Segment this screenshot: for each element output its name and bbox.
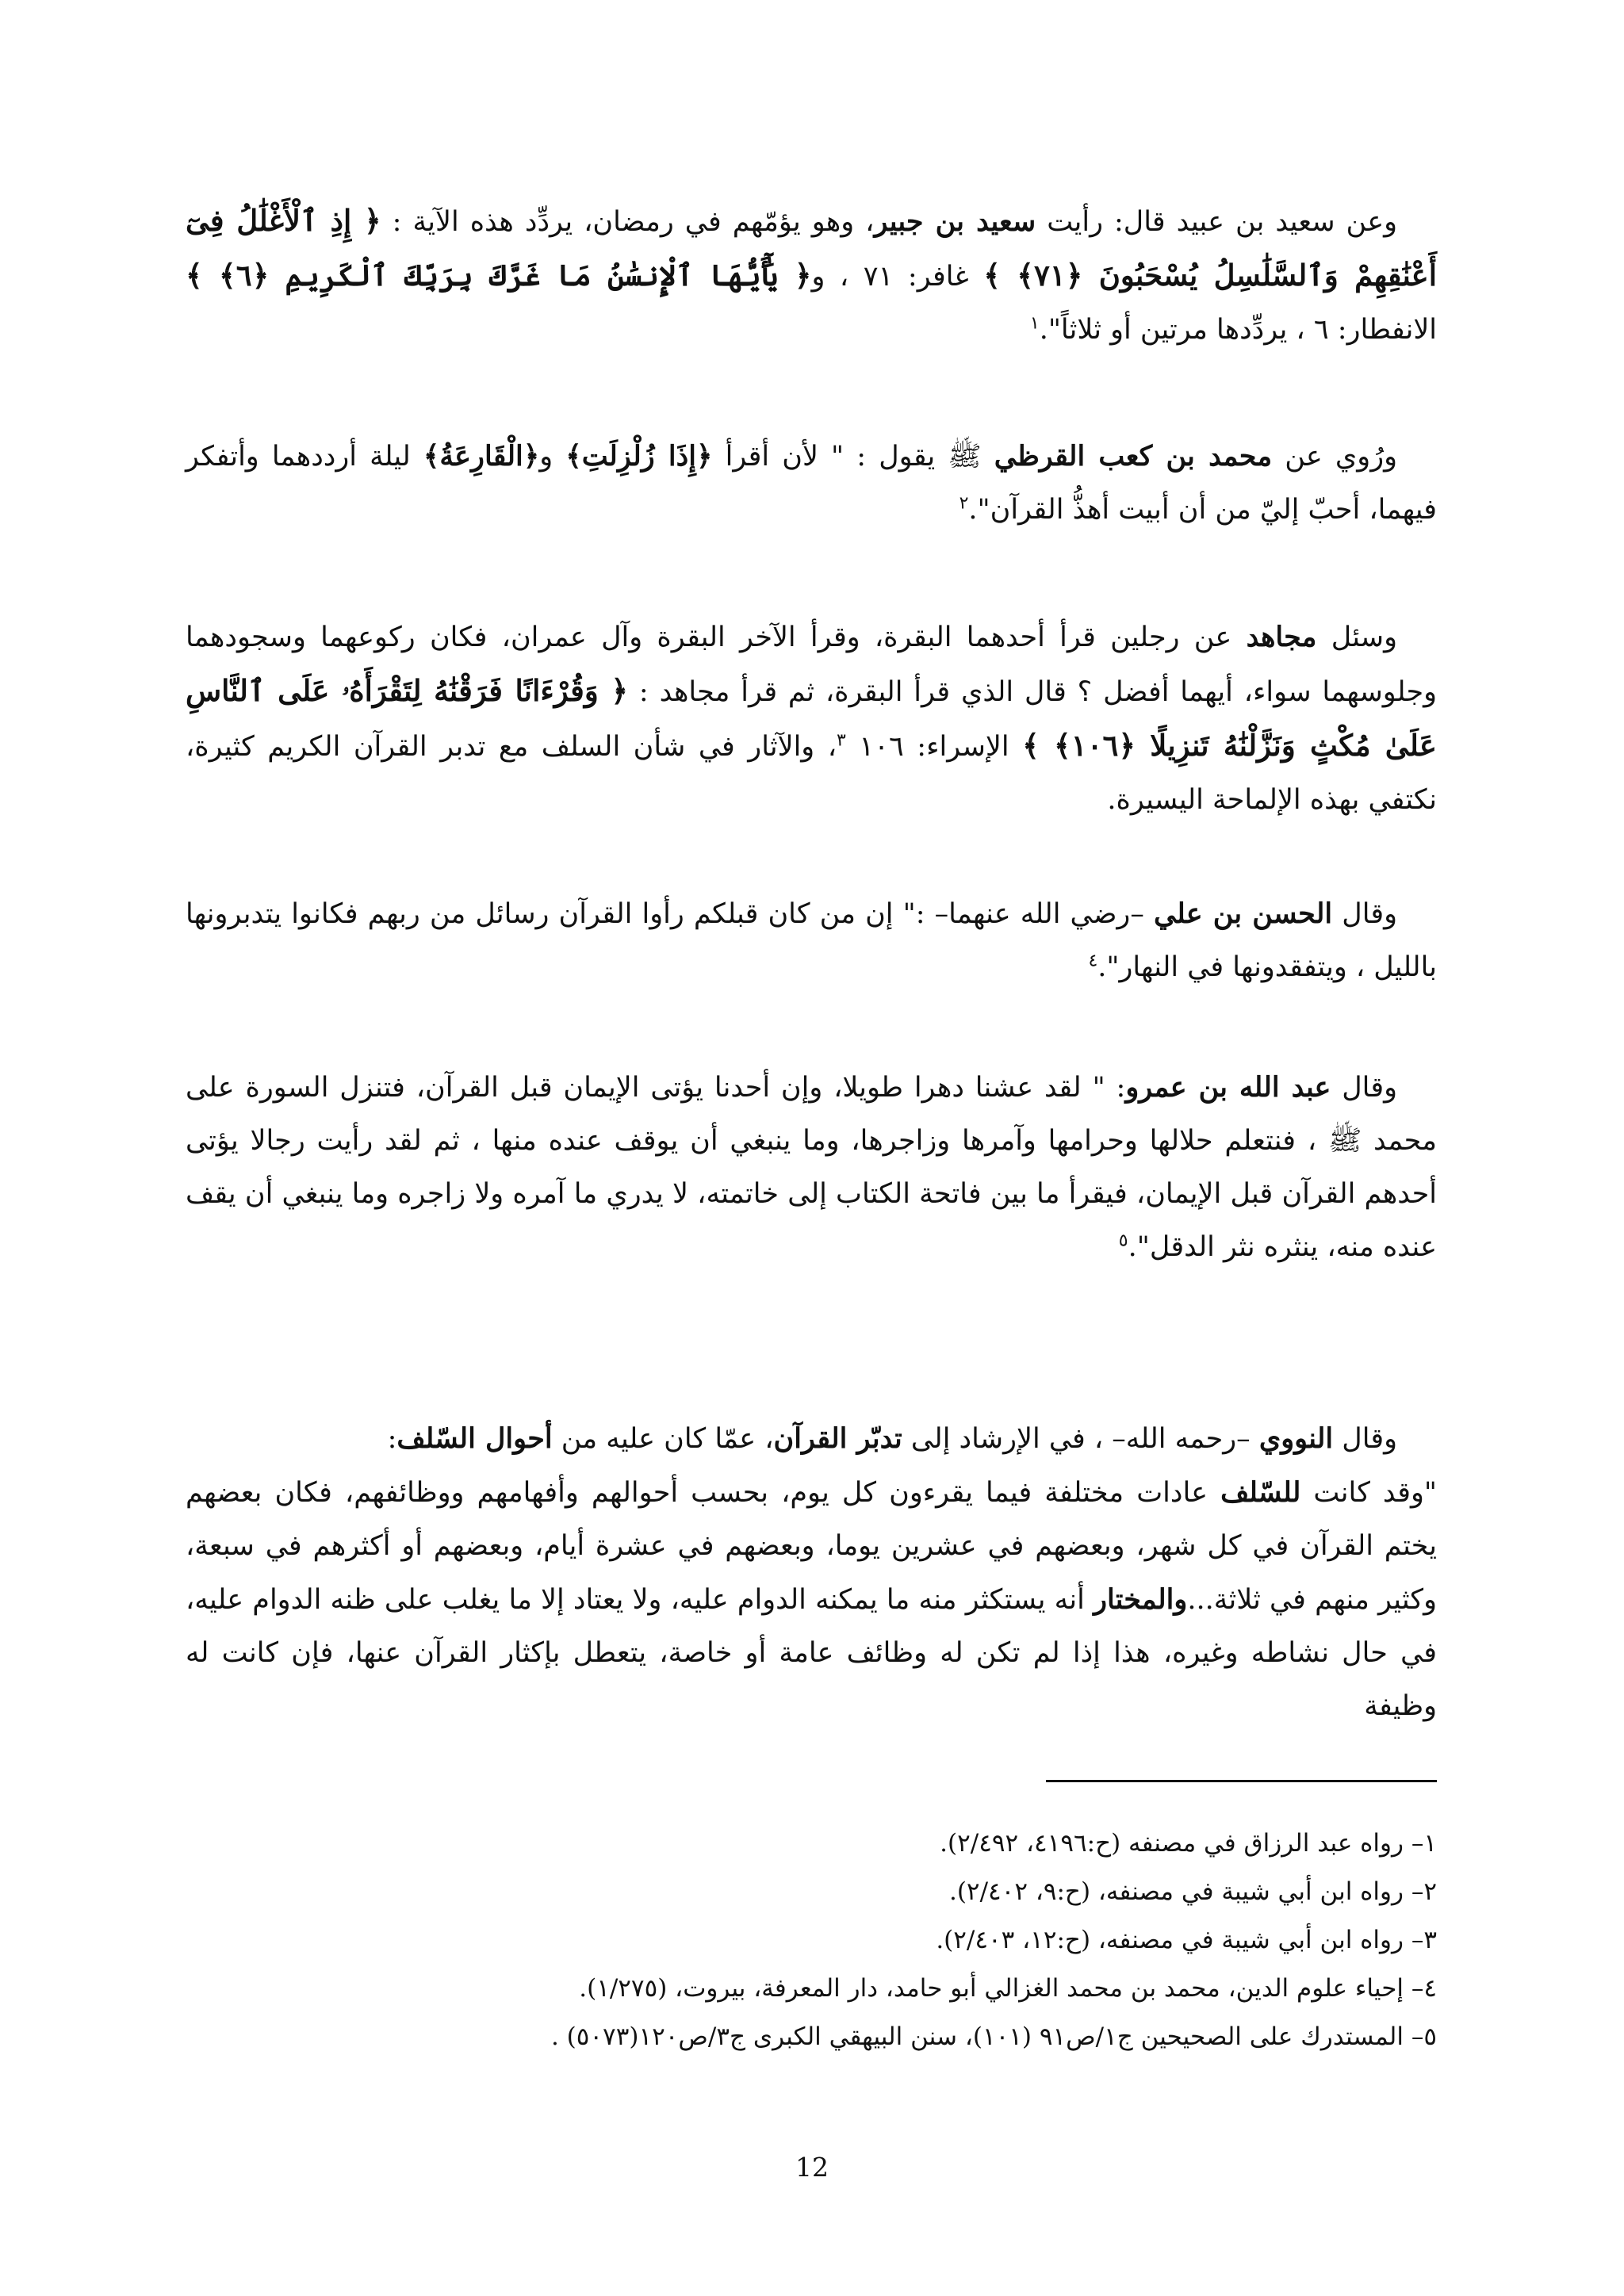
paragraph-mujahid <box>186 610 1437 827</box>
text: أنه يستكثر منه ما يمكنه الدوام عليه، ولا يعتاد إلا ما يغلب على ظنه الدوام عليه، في حال نشاطه وغيره، هذا إذا لم تكن له وظائف عامة أو خاصة، يتعطل بإكثار القرآن عنها، فإن كانت له وظيفة <box>186 1584 1437 1722</box>
bold-name: محمد بن كعب القرظي <box>994 440 1273 473</box>
text: و <box>539 441 566 473</box>
text: ، والآثار في شأن السلف مع تدبر القرآن الكريم كثيرة، نكتفي بهذه الإلماحة اليسيرة. <box>186 731 1437 816</box>
text: : " لقد عشنا دهرا طويلا، وإن أحدنا يؤتى الإيمان قبل القرآن، فتنزل السورة على محمد ﷺ ، فنتعلم حلالها وحرامها وآمرها وزاجرها، وما ينبغي أن يوقف عنده منها ، ثم لقد رأيت رجالا يؤتى أحدهم القرآن قبل الإيمان، فيقرأ ما بين فاتحة الكتاب إلى خاتمته، لا يدري ما آمره ولا زاجره وما ينبغي أن يقف عنده منه، ينثره نثر الدقل". <box>186 1072 1438 1263</box>
surah-name: ﴿إِذَا زُلْزِلَتِ﴾ <box>565 440 713 473</box>
text: –رضي الله عنهما– :" إن من كان قبلكم رأوا القرآن رسائل من ربهم فكانوا يتدبرونها بالليل ، ويتفقدونها في النهار". <box>186 898 1437 983</box>
footnote-item: ٤– إحياء علوم الدين، محمد بن محمد الغزالي أبو حامد، دار المعرفة، بيروت، (١/٢٧٥). <box>579 1974 1437 2003</box>
verse-reference: غافر: ٧١ ، و <box>811 261 984 293</box>
text: ، وهو يؤمّهم في رمضان، يردِّد هذه الآية : <box>381 206 875 238</box>
footnote-marker[interactable]: ٥ <box>1118 1230 1128 1251</box>
bold-term: تدبّر القرآن <box>773 1422 902 1455</box>
paragraph-muhammad-ibn-kab <box>186 430 1437 537</box>
text: "وقد كانت <box>1300 1477 1437 1509</box>
footnote-separator <box>1046 1780 1437 1782</box>
footnote-marker[interactable]: ١ <box>1029 313 1040 334</box>
text: ﷺ يقول : " لأن أقرأ <box>712 441 994 473</box>
text: ، عمّا كان عليه من <box>552 1423 774 1455</box>
bold-name: الحسن بن علي <box>1153 897 1333 930</box>
footnote-marker[interactable]: ٢ <box>959 493 969 514</box>
footnotes-list <box>186 1820 1437 2061</box>
text: عادات مختلفة فيما يقرءون كل يوم، بحسب أحوالهم وأفهامهم ووظائفهم، فكان بعضهم يختم القرآن في كل شهر، وبعضهم في عشرين يوما، وبعضهم في عشرة أيام، وبعضهم أو أكثرهم في سبعة، وكثير منهم في ثلاثة... <box>186 1477 1437 1616</box>
text: وقال <box>1333 1423 1397 1455</box>
footnote-item: ٢– رواه ابن أبي شيبة في مصنفه، (ح:٩، ٢/٤٠٢). <box>948 1877 1437 1906</box>
quran-verse: ﴿ يَٰٓأَيُّهَا ٱلْإِنسَٰنُ مَا غَرَّكَ بِرَبِّكَ ٱلْكَرِيمِ ﴿٦﴾ ﴾ <box>186 258 812 293</box>
bold-term: والمختار <box>1094 1583 1188 1616</box>
paragraph-nawawi <box>186 1412 1437 1733</box>
quotation-paragraph <box>186 1466 1437 1733</box>
paragraph-hasan-ibn-ali <box>186 887 1437 994</box>
text: وسئل <box>1316 622 1397 653</box>
page-number: 12 <box>795 2152 829 2183</box>
text: الانفطار: ٦ ، يردِّدها مرتين أو ثلاثاً". <box>1039 314 1437 346</box>
bold-term: أحوال السّلف <box>396 1422 553 1455</box>
bold-name: عبد الله بن عمرو <box>1125 1071 1331 1104</box>
bold-name: سعيد بن جبير <box>874 205 1036 238</box>
text: –رحمه الله– ، في الإرشاد إلى <box>902 1423 1259 1455</box>
surah-name: ﴿الْقَارِعَةُ﴾ <box>423 440 540 473</box>
paragraph-abdullah-ibn-amr <box>186 1061 1437 1274</box>
text: ليلة أرددهما وأتفكر فيهما، أحبّ إليّ من أن أبيت أهذُّ القرآن". <box>186 441 1437 526</box>
bold-name: مجاهد <box>1246 621 1317 653</box>
paragraph-said-ibn-jubayr <box>186 194 1437 357</box>
text: وقال <box>1332 898 1397 930</box>
footnote-marker[interactable]: ٤ <box>1088 951 1098 971</box>
text: عن رجلين قرأ أحدهما البقرة، وقرأ الآخر البقرة وآل عمران، فكان ركوعهما وسجودهما وجلوسهما سواء، أيهما أفضل ؟ قال الذي قرأ البقرة، ثم قرأ مجاهد : <box>186 622 1437 708</box>
text: ورُوي عن <box>1272 441 1397 473</box>
footnote-marker[interactable]: ٣ <box>837 730 846 751</box>
verse-reference: الإسراء: ١٠٦ <box>845 731 1023 763</box>
footnote-item: ١– رواه عبد الرزاق في مصنفه (ح:٤١٩٦، ٢/٤٩٢). <box>940 1829 1437 1858</box>
footnote-item: ٥– المستدرك على الصحيحين ج١/ص٩١ (١٠١)، سنن البيهقي الكبرى ج٣/ص١٢٠(٥٠٧٣) . <box>550 2022 1437 2051</box>
quran-verse: ﴿ إِذِ ٱلْأَغْلَٰلُ فِىٓ أَعْنَٰقِهِمْ وَٱلسَّلَٰسِلُ يُسْحَبُونَ ﴿٧١﴾ ﴾ <box>186 203 1438 293</box>
bold-name: النووي <box>1258 1422 1334 1455</box>
text: وعن سعيد بن عبيد قال: رأيت <box>1036 206 1397 238</box>
footnote-item: ٣– رواه ابن أبي شيبة في مصنفه، (ح:١٢، ٢/٤٠٣). <box>936 1926 1437 1954</box>
text: : <box>387 1423 397 1455</box>
text: وقال <box>1331 1072 1397 1104</box>
bold-term: للسّلف <box>1220 1476 1301 1509</box>
quran-verse: ﴿ وَقُرْءَانًا فَرَقْنَٰهُ لِتَقْرَأَهُۥ عَلَى ٱلنَّاسِ عَلَىٰ مُكْثٍ وَنَزَّلْنَٰهُ تَنزِيلًا ﴿١٠٦﴾ ﴾ <box>186 673 1437 763</box>
